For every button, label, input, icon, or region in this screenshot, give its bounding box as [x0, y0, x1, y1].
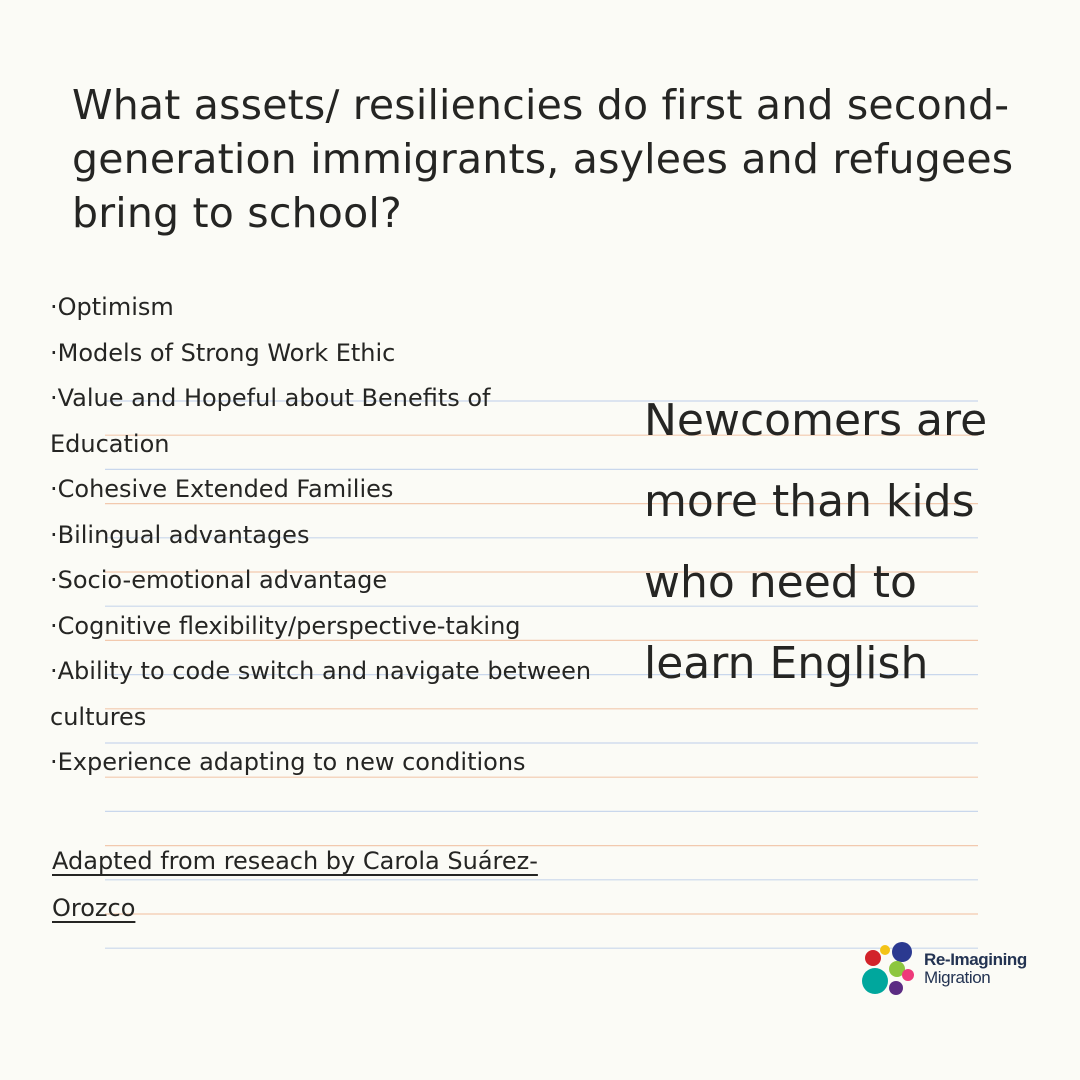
assets-list	[50, 285, 610, 786]
asset-item: ·Socio-emotional advantage	[50, 566, 388, 594]
logo-dot	[902, 969, 914, 981]
logo-dot	[865, 950, 881, 966]
asset-item: ·Cognitive flexibility/perspective-taking	[50, 611, 521, 640]
asset-item: ·Models of Strong Work Ethic	[50, 338, 396, 367]
asset-item: ·Cohesive Extended Families	[50, 475, 394, 503]
asset-item: ·Experience adapting to new conditions	[50, 748, 526, 776]
asset-item: ·Bilingual advantages	[50, 520, 310, 549]
logo-dots-icon	[860, 940, 920, 1000]
logo-dot	[880, 945, 890, 955]
asset-item: ·Ability to code switch and navigate between cultures	[50, 657, 592, 731]
asset-item: ·Value and Hopeful about Benefits of Education	[50, 384, 491, 458]
logo-line-1: Re-Imagining	[924, 950, 1027, 969]
logo-dot	[892, 942, 912, 962]
asset-item: ·Optimism	[50, 293, 174, 321]
re-imagining-migration-logo[interactable]	[860, 940, 1040, 1000]
logo-line-2: Migration	[924, 968, 991, 987]
logo-dot	[862, 968, 888, 994]
attribution-link[interactable]: Adapted from reseach by Carola Suárez-Orozco	[52, 847, 538, 922]
headline-question: What assets/ resiliencies do first and second-generation immigrants, asylees and refugees bring to school?	[72, 81, 1014, 237]
logo-wordmark	[924, 951, 1027, 987]
tagline: Newcomers are more than kids who need to learn English	[644, 395, 988, 689]
logo-dot	[889, 981, 903, 995]
attribution	[52, 838, 552, 932]
